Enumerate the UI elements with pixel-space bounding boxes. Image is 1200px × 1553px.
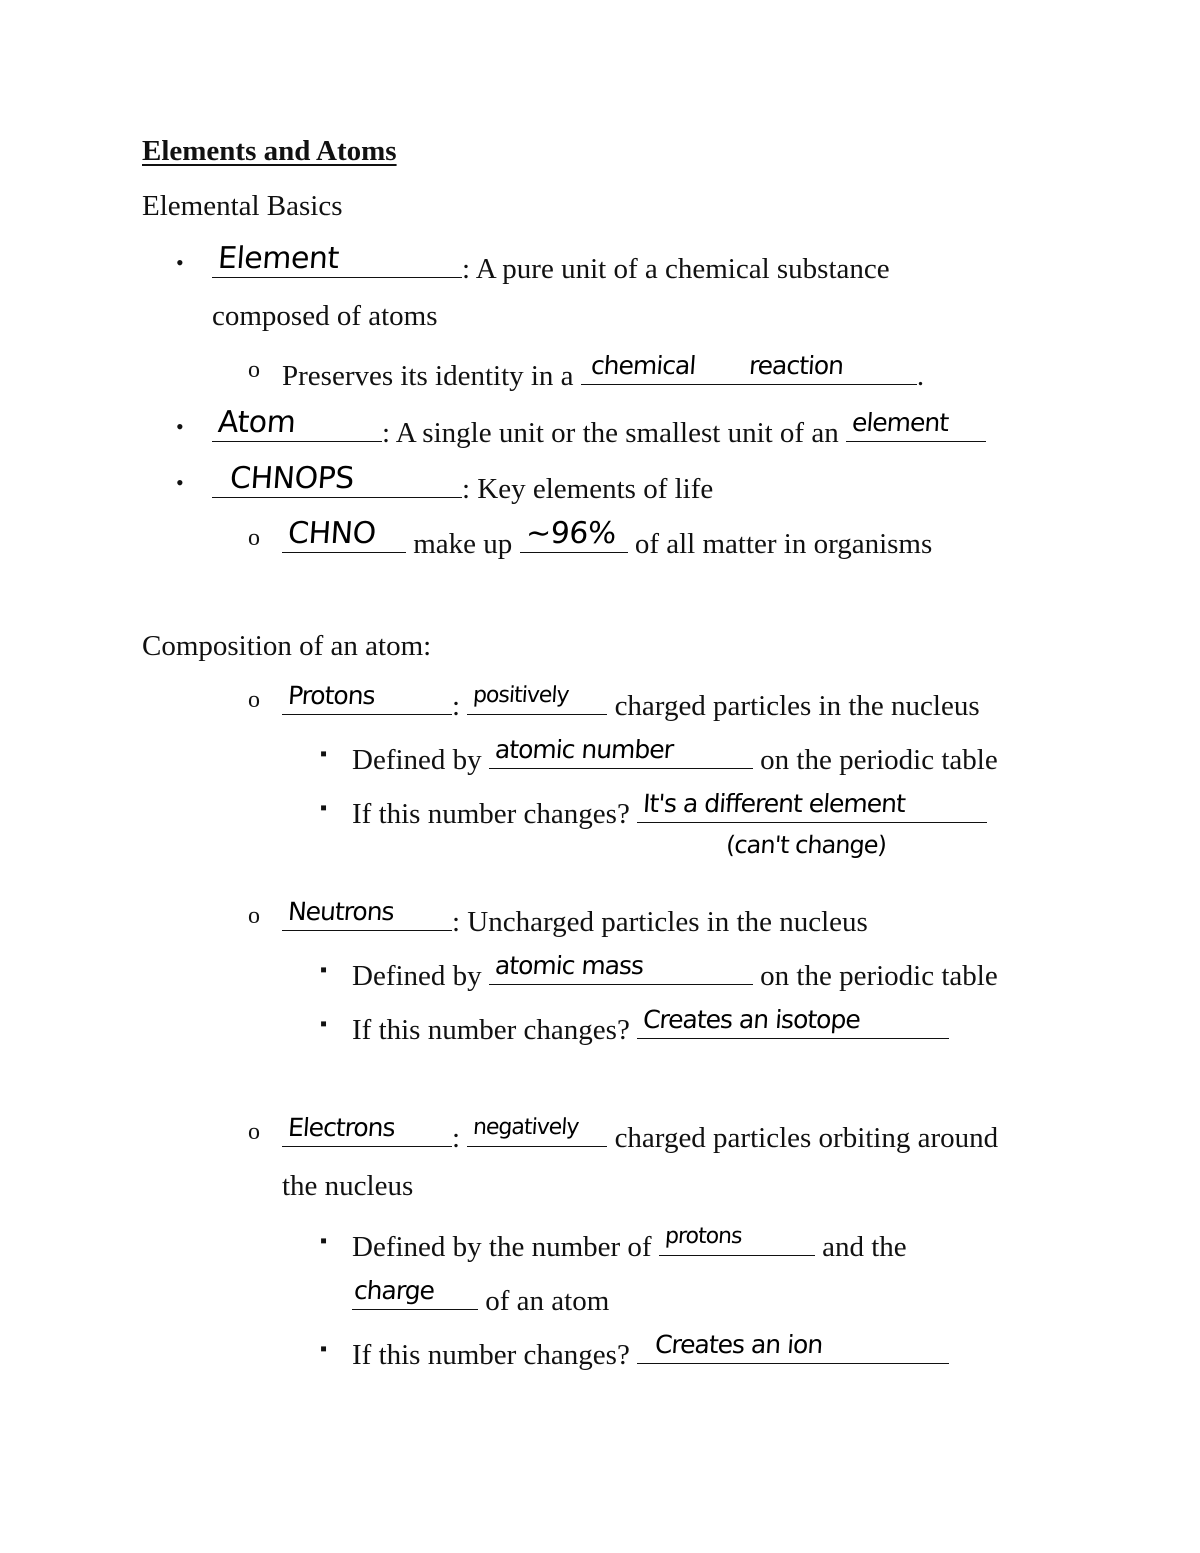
electrons-changes-line [352, 1329, 949, 1375]
definition-text: : Key elements of life [462, 473, 714, 505]
chno-line [282, 518, 932, 564]
section-heading-basics: Elemental Basics [142, 190, 343, 222]
square-bullet: ▪ [320, 1338, 328, 1360]
disc-bullet: • [176, 250, 184, 275]
on-table-text: on the periodic table [760, 744, 998, 776]
answer-blank-element [212, 243, 462, 278]
preserves-text: Preserves its identity in a [282, 360, 574, 392]
answer-blank-chno [282, 518, 406, 553]
handwritten-answer: Electrons [287, 1113, 396, 1142]
protons-line [282, 680, 980, 726]
if-changes-text: If this number changes? [352, 1339, 630, 1371]
answer-blank-protons-lower [659, 1221, 815, 1256]
handwritten-answer: negatively [472, 1115, 580, 1140]
answer-blank-protons [282, 680, 452, 715]
definition-text: : A pure unit of a chemical substance [462, 253, 890, 285]
element-definition-continuation: composed of atoms [212, 300, 438, 332]
handwritten-answer: positively [472, 683, 570, 708]
colon-text: : [452, 1122, 461, 1154]
square-bullet: ▪ [320, 1230, 328, 1252]
make-up-text: make up [413, 528, 513, 560]
on-table-text: on the periodic table [760, 960, 998, 992]
disc-bullet: • [176, 414, 184, 439]
disc-bullet: • [176, 470, 184, 495]
answer-blank-protons-change [637, 788, 987, 823]
circle-bullet: o [248, 903, 260, 929]
handwritten-answer: CHNO [286, 516, 377, 551]
protons-definition: charged particles in the nucleus [614, 690, 980, 722]
section-heading-composition: Composition of an atom: [142, 630, 432, 662]
answer-blank-atomic-mass [489, 950, 753, 985]
defined-by-number-text: Defined by the number of [352, 1231, 652, 1263]
handwritten-answer: Protons [287, 681, 376, 710]
square-bullet: ▪ [320, 743, 328, 765]
handwritten-answer: Atom [216, 405, 297, 440]
circle-bullet: o [248, 687, 260, 713]
answer-blank-atomic-number [489, 734, 753, 769]
circle-bullet: o [248, 1119, 260, 1145]
period-text: . [916, 360, 925, 392]
neutrons-line [282, 896, 868, 942]
handwritten-answer: reaction [747, 351, 844, 380]
atom-definition-line [212, 407, 986, 453]
handwritten-answer: protons [663, 1224, 743, 1249]
element-definition-line [212, 243, 890, 289]
electrons-definition: charged particles orbiting around [614, 1122, 999, 1154]
protons-defined-line [352, 734, 998, 780]
if-changes-text: If this number changes? [352, 1014, 630, 1046]
circle-bullet: o [248, 357, 260, 383]
answer-blank-neutrons-change [637, 1004, 949, 1039]
all-matter-text: of all matter in organisms [634, 528, 933, 560]
page-title: Elements and Atoms [142, 135, 397, 167]
if-changes-text: If this number changes? [352, 798, 630, 830]
handwritten-answer: It's a different element [642, 789, 907, 818]
definition-text: : A single unit or the smallest unit of an [382, 417, 839, 449]
defined-by-text: Defined by [352, 744, 482, 776]
handwritten-answer: element [850, 408, 950, 437]
answer-blank-neutrons [282, 896, 452, 931]
answer-blank-percent [520, 518, 628, 553]
colon-text: : [452, 690, 461, 722]
answer-blank-electrons-change [637, 1329, 949, 1364]
of-an-atom-text: of an atom [485, 1285, 610, 1317]
answer-blank-electrons [282, 1112, 452, 1147]
defined-by-text: Defined by [352, 960, 482, 992]
handwritten-answer: chemical [589, 351, 697, 380]
handwritten-answer: atomic mass [493, 951, 645, 980]
answer-blank-positively [467, 680, 607, 715]
square-bullet: ▪ [320, 959, 328, 981]
handwritten-answer: Creates an ion [654, 1330, 824, 1359]
handwritten-answer: Creates an isotope [642, 1005, 861, 1034]
protons-changes-line [352, 788, 987, 834]
answer-blank-chnops [212, 463, 462, 498]
handwritten-answer: atomic number [493, 735, 674, 764]
answer-blank-negatively [467, 1112, 607, 1147]
definition-text: : Uncharged particles in the nucleus [452, 906, 868, 938]
handwritten-answer: Element [216, 241, 340, 276]
answer-blank-element-lower [846, 407, 986, 442]
handwritten-answer: ~96% [524, 516, 617, 551]
circle-bullet: o [248, 525, 260, 551]
answer-blank-reaction [581, 350, 917, 385]
chnops-definition-line [212, 463, 713, 509]
electrons-defined-line [352, 1221, 907, 1267]
square-bullet: ▪ [320, 1013, 328, 1035]
preserves-line [282, 350, 924, 396]
neutrons-defined-line [352, 950, 998, 996]
neutrons-changes-line [352, 1004, 949, 1050]
electrons-line [282, 1112, 998, 1158]
answer-blank-charge [352, 1275, 478, 1310]
square-bullet: ▪ [320, 797, 328, 819]
handwritten-note: (can't change) [725, 831, 887, 859]
electrons-definition-continuation: the nucleus [282, 1170, 414, 1202]
handwritten-answer: CHNOPS [228, 461, 355, 496]
and-the-text: and the [822, 1231, 907, 1263]
answer-blank-atom [212, 407, 382, 442]
handwritten-answer: charge [353, 1276, 436, 1305]
handwritten-answer: Neutrons [287, 897, 395, 926]
electrons-defined-continuation [352, 1275, 609, 1321]
